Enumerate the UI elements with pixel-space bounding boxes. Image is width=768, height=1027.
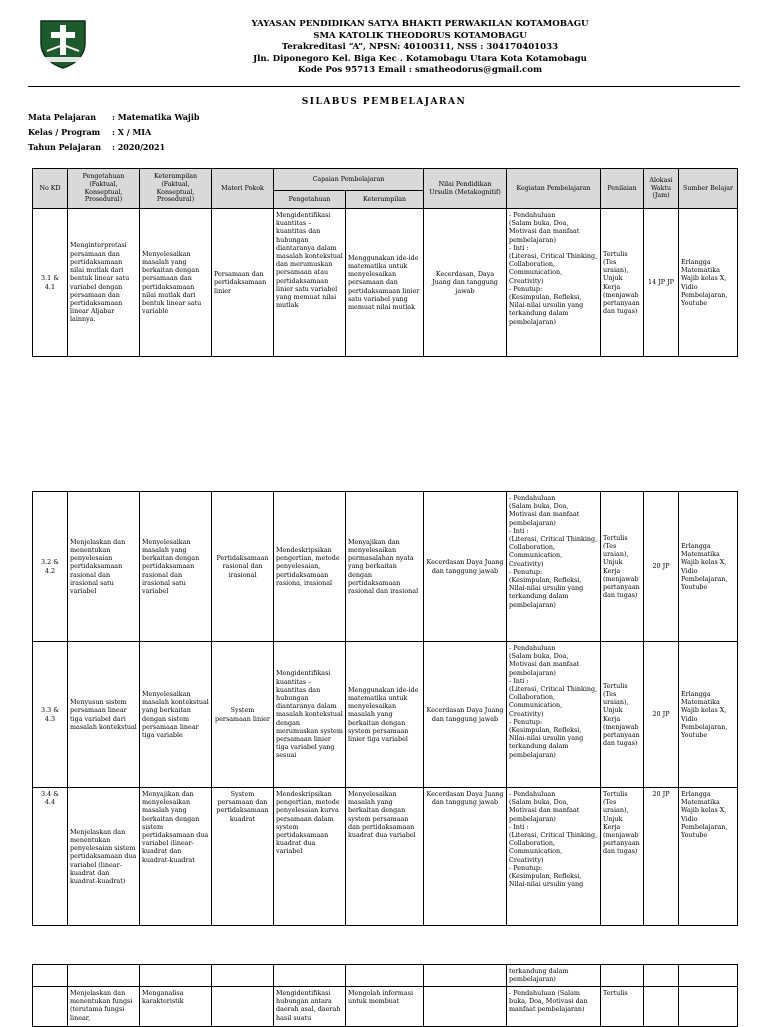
address: Jln. Diponegoro Kel. Biga Kec . Kotamobagu Utara Kota Kotamobagu	[253, 53, 587, 64]
cell-keterampilan: Menganalisa karakteristik	[140, 987, 212, 1027]
cell-kegiatan: - Pendahuluan (Salam buka, Doa, Motivasi dan manfaat pembelajaran) - Inti : (Literasi, Critical Thinking, Collaboration, Communication, Creativity) - Penutup: (Kesimpulan, Refleksi, Nilai-nilai ursulin yang terkandung dalam pembelajaran)	[507, 642, 601, 788]
cell-pengetahuan: Menjelaskan dan menentukan penyelesaian pertidaksamaan rasional dan irasional satu variabel	[68, 492, 140, 642]
cell-alokasi: 20 JP	[644, 788, 679, 926]
cell-sumber: Erlangga Matematika Wajib kelas X, Vidio Pembelajaran, Youtube	[679, 788, 738, 926]
cell-pengetahuan: Menjelaskan dan menentukan penyelesaian sistem pertidaksamaan dua variabel (linear-kuadrat dan kuadrat-kuadrat)	[68, 788, 140, 926]
cell-capaian-k: Menggunakan ide-ide matematika untuk menyelesaikan persamaan dan pertidaksamaan linier satu variabel yang memuat nilai mutlak	[346, 209, 424, 357]
cell-keterampilan: Menyelesaikan masalah yang berkaitan dengan persamaan dan pertidaksamaan nilai mutlak dari bentuk linear satu variable	[140, 209, 212, 357]
cell-materi: Pertidaksamaan rasional dan irasional	[212, 492, 274, 642]
accreditation: Terakreditasi “A”, NPSN: 40100311, NSS : 304170401033	[281, 42, 559, 52]
cell-keterampilan: Menyelesaikan masalah yang berkaitan dengan pertidaksamaan rasional dan irasional satu variabel	[140, 492, 212, 642]
col-capaian-pengetahuan: Pengetahuan	[274, 191, 346, 209]
cell-capaian-k: Menggunakan ide-ide matematika untuk menyelesaikan masalah yang berkaitan dengan system persamaan linier tiga variabel	[346, 642, 424, 788]
cell-sumber: Erlangga Matematika Wajib kelas X, Vidio Pembelajaran, Youtube	[679, 209, 738, 357]
foundation-name: YAYASAN PENDIDIKAN SATYA BHAKTI PERWAKILAN KOTAMOBAGU	[251, 19, 589, 29]
syllabus-table-page1	[32, 168, 738, 357]
cell-capaian-p: Mengidentifikasi hubungan antara daerah asal, daerah hasil suatu	[274, 987, 346, 1027]
cell-kegiatan: - Pendahuluan (Salam buka, Doa, Motivasi dan manfaat pembelajaran)	[507, 987, 601, 1027]
syllabus-table-page2	[32, 491, 738, 926]
col-capaian-keterampilan: Keterampilan	[346, 191, 424, 209]
cell-kegiatan: - Pendahuluan (Salam buka, Doa, Motivasi dan manfaat pembelajaran) - Inti : (Literasi, Critical Thinking, Collaboration, Communication, Creativity) - Penutup: (Kesimpulan, Refleksi, Nilai-nilai ursulin yang terkandung dalam pembelajaran)	[507, 209, 601, 357]
cell-alokasi: 20 JP	[644, 642, 679, 788]
cell-alokasi: 14 JP JP	[644, 209, 679, 357]
cell-kegiatan: - Pendahuluan (Salam buka, Doa, Motivasi dan manfaat pembelajaran) - Inti : (Literasi, Critical Thinking, Collaboration, Communication, Creativity) - Penutup: (Kesimpulan, Refleksi, Nilai-nilai ursulin yang terkandung dalam pembelajaran)	[507, 492, 601, 642]
cell-pengetahuan: Menyusun sistem persamaan linear tiga variabel dari masalah kontekstual	[68, 642, 140, 788]
cell-sumber: Erlangga Matematika Wajib kelas X, Vidio Pembelajaran, Youtube	[679, 642, 738, 788]
cell-materi: System persamaan linier	[212, 642, 274, 788]
col-sumber: Sumber Belajar	[679, 169, 738, 209]
cell-sumber: Erlangga Matematika Wajib kelas X, Vidio Pembelajaran, Youtube	[679, 492, 738, 642]
cell-kegiatan: - Pendahuluan (Salam buka, Doa, Motivasi dan manfaat pembelajaran) - Inti : (Literasi, Critical Thinking, Collaboration, Communication, Creativity) - Penutup: (Kesimpulan, Refleksi, Nilai-nilai ursulin yang	[507, 788, 601, 926]
table-row	[33, 965, 738, 987]
cell-penilaian: Tertulis (Tes uraian), Unjuk Kerja (menjawab pertanyaan dan tugas)	[601, 209, 644, 357]
cell-nilai: Kecerdasan Daya Juang dan tanggung jawab	[424, 642, 507, 788]
cell-materi: Persamaan dan pertidaksamaan linier	[212, 209, 274, 357]
col-capaian: Capaian Pembelajaran	[274, 169, 424, 191]
cell-nilai: Kecerdasan, Daya Juang dan tanggung jawab	[424, 209, 507, 357]
table-row	[33, 642, 738, 788]
table-header-row	[33, 169, 738, 191]
col-pengetahuan: Pengetahuan (Faktual, Konseptual, Prosedural)	[68, 169, 140, 209]
page-title: SILABUS PEMBELAJARAN	[301, 97, 467, 107]
col-kegiatan: Kegiatan Pembelajaran	[507, 169, 601, 209]
cell-nilai: Kecerdasan Daya Juang dan tanggung jawab	[424, 788, 507, 926]
letterhead-text	[200, 19, 640, 77]
table-row	[33, 492, 738, 642]
cell-pengetahuan: Menjelaskan dan menentukan fungsi (terutama fungsi linear,	[68, 987, 140, 1027]
col-keterampilan: Keterampilan (Faktual, Konseptual, Prosedural)	[140, 169, 212, 209]
cell-materi: System persamaan dan pertidaksamaan kuadrat	[212, 788, 274, 926]
cell-capaian-k: Menyajikan dan menyelesaikan permasalahan nyata yang berkaitan dengan pertidaksamaan rasional dan irasional	[346, 492, 424, 642]
cell-nilai: Kecerdasan Daya Juang dan tanggung jawab	[424, 492, 507, 642]
cell-penilaian: Tertulis (Tes uraian), Unjuk Kerja (menjawab pertanyaan dan tugas)	[601, 788, 644, 926]
cell-penilaian: Tertulis (Tes uraian), Unjuk Kerja (menjawab pertanyaan dan tugas)	[601, 642, 644, 788]
school-name: SMA KATOLIK THEODORUS KOTAMOBAGU	[313, 30, 527, 41]
cell-kd: 3.1 & 4.1	[33, 209, 68, 357]
cell-keterampilan: Menyajikan dan menyelesaikan masalah yang berkaitan dengan sistem pertidaksamaan dua variabel (linear-kuadrat dan kuadrat-kuadrat	[140, 788, 212, 926]
meta-subject: Mata Pelajaran : Matematika Wajib	[28, 112, 200, 122]
col-alokasi: Alokasi Waktu (Jam)	[644, 169, 679, 209]
table-row	[33, 788, 738, 926]
contact: Kode Pos 95713 Email : smatheodorus@gmail.com	[297, 65, 543, 75]
syllabus-table-page3	[32, 964, 738, 1027]
header-divider	[28, 86, 740, 87]
cell-pengetahuan: Menginterpretasi persamaan dan pertidaksamaan nilai mutlak dari bentuk linear satu variabel dengan persamaan dan pertidaksamaan linear Aljabar lainnya.	[68, 209, 140, 357]
cell-capaian-p: Mengidentifikasi kuantitas – kuantitas dan hubungan diantaranya dalam masalah kontekstual dan merumuskan persamaan atau pertidaksamaan linier satu variabel yang memuat nilai mutlak	[274, 209, 346, 357]
cell-capaian-p: Mendeskripsikan pengertian, metode penyelesaian kurva persamaan dalam system pertidaksamaan kuadrat dua variabel	[274, 788, 346, 926]
cell-penilaian: Tertulis (Tes uraian), Unjuk Kerja (menjawab pertanyaan dan tugas)	[601, 492, 644, 642]
col-penilaian: Penilaian	[601, 169, 644, 209]
cell-penilaian: Tertulis	[601, 987, 644, 1027]
col-no-kd: No KD	[33, 169, 68, 209]
cell-keterampilan: Menyelesaikan masalah kontekstual yang berkaitan dengan sistem persamaan linear tiga variable	[140, 642, 212, 788]
cell-capaian-k: Menyelesaikan masalah yang berkaitan dengan system persamaan dan pertidaksamaan kuadrat dua variabel	[346, 788, 424, 926]
cell-kd: 3.4 & 4.4	[33, 788, 68, 926]
cell-kegiatan: terkandung dalam pembelajaran)	[507, 965, 601, 987]
table-row	[33, 209, 738, 357]
cell-capaian-p: Mengidentifikasi kuantitas – kuantitas dan hubungan diantaranya dalam masalah kontekstual dengan merumuskan system persamaan linier tiga variabel yang sesuai	[274, 642, 346, 788]
cell-capaian-k: Mengolah informasi untuk membuat	[346, 987, 424, 1027]
cell-kd: 3.2 & 4.2	[33, 492, 68, 642]
table-row	[33, 987, 738, 1027]
col-nilai: Nilai Pendidikan Ursulin (Metakognitif)	[424, 169, 507, 209]
cell-capaian-p: Mendeskripsikan pengertian, metode penyelesaian, pertidaksamaan rasiona, irasional	[274, 492, 346, 642]
school-shield-logo-icon	[37, 17, 89, 69]
col-materi: Materi Pokok	[212, 169, 274, 209]
cell-alokasi: 20 JP	[644, 492, 679, 642]
meta-class: Kelas / Program : X / MIA	[28, 127, 152, 137]
letterhead	[0, 0, 768, 90]
meta-year: Tahun Pelajaran : 2020/2021	[28, 142, 166, 152]
cell-kd: 3.3 & 4.3	[33, 642, 68, 788]
